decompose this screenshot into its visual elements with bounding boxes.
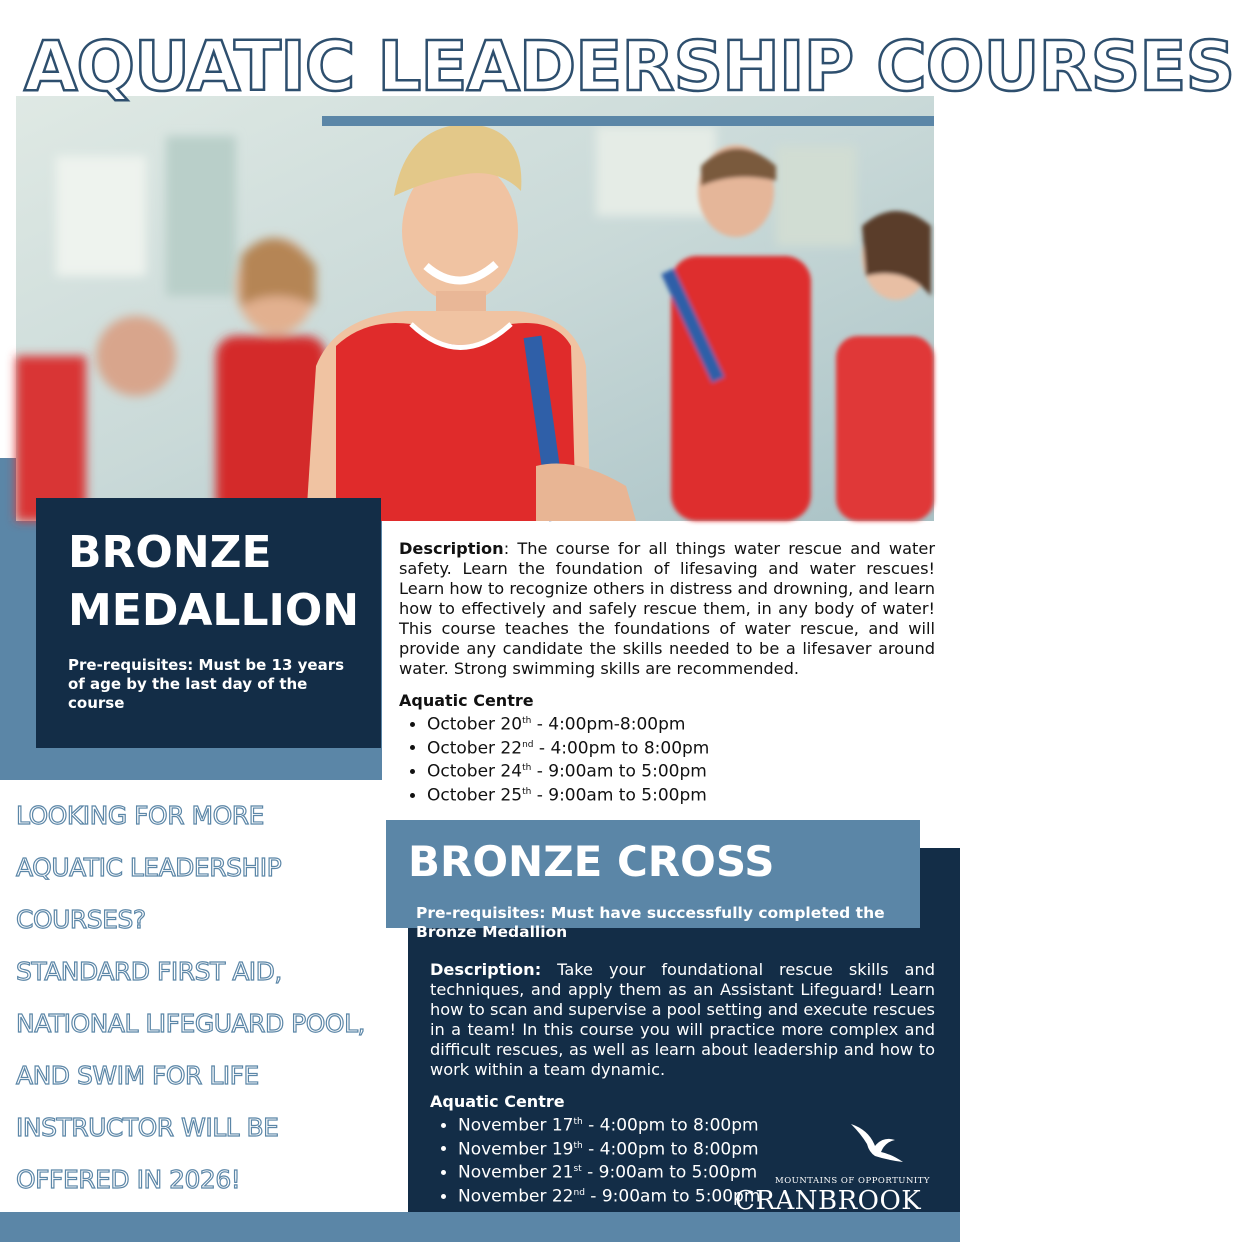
bird-icon bbox=[847, 1120, 907, 1164]
description-text: Take your foundational rescue skills and techniques, and apply them as an Assistant Lifeguard! Learn how to scan and supervise a pool setting and execute rescues in a team! In this course you will practice more complex and difficult rescues, as well as learn about leadership and how to work within a team dynamic. bbox=[430, 960, 935, 1079]
bronze-medallion-details bbox=[399, 539, 935, 806]
schedule-item: • November 21st - 9:00am to 5:00pm bbox=[458, 1159, 935, 1183]
promo-line: NATIONAL LIFEGUARD POOL, bbox=[16, 1009, 365, 1038]
promo-line: STANDARD FIRST AID, bbox=[16, 957, 282, 986]
bronze-medallion-description bbox=[399, 539, 935, 679]
schedule-item: • November 19th - 4:00pm to 8:00pm bbox=[458, 1136, 935, 1160]
promo-line: AQUATIC LEADERSHIP bbox=[16, 853, 282, 882]
heading-line-1: BRONZE bbox=[68, 527, 272, 578]
title-underline-bar bbox=[322, 116, 934, 126]
promo-line: OFFERED IN 2026! bbox=[16, 1165, 241, 1194]
bronze-medallion-prerequisites: Pre-requisites: Must be 13 years of age by the last day of the course bbox=[68, 656, 345, 712]
description-text: : The course for all things water rescue and water safety. Learn the foundation of lifesaving and water rescues! Learn how to recognize others in distress and drowning, and learn how to effectively and safely rescue them, in any body of water! This course teaches the foundations of water rescue, and will provide any candidate the skills needed to be a lifesaver around water. Strong swimming skills are recommended. bbox=[399, 539, 935, 678]
schedule-item: • October 24th - 9:00am to 5:00pm bbox=[427, 758, 935, 782]
cranbrook-logo bbox=[735, 1120, 950, 1215]
bronze-medallion-heading bbox=[68, 524, 368, 640]
description-label: Description: bbox=[430, 960, 542, 979]
bronze-medallion-schedule bbox=[399, 711, 935, 806]
page-title: AQUATIC LEADERSHIP COURSES bbox=[24, 27, 1234, 107]
logo-tagline: MOUNTAINS OF OPPORTUNITY bbox=[775, 1176, 931, 1186]
logo-wordmark: CRANBROOK bbox=[735, 1186, 922, 1216]
heading-line-2: MEDALLION bbox=[68, 585, 360, 636]
schedule-item: • October 25th - 9:00am to 5:00pm bbox=[427, 782, 935, 806]
promo-line: INSTRUCTOR WILL BE bbox=[16, 1113, 279, 1142]
promo-line: AND SWIM FOR LIFE bbox=[16, 1061, 259, 1090]
hero-photo bbox=[16, 96, 934, 521]
schedule-item: • November 22nd - 9:00am to 5:00pm bbox=[458, 1183, 935, 1207]
bronze-cross-prerequisites: Pre-requisites: Must have successfully completed the Bronze Medallion bbox=[416, 904, 885, 941]
lifeguards-illustration bbox=[16, 96, 934, 521]
schedule-item: • October 20th - 4:00pm-8:00pm bbox=[427, 711, 935, 735]
schedule-item: • October 22nd - 4:00pm to 8:00pm bbox=[427, 735, 935, 759]
bronze-cross-description bbox=[430, 960, 935, 1080]
bronze-cross-heading: BRONZE CROSS bbox=[408, 837, 775, 886]
footer-band bbox=[0, 1212, 960, 1242]
description-label: Description bbox=[399, 539, 504, 558]
bronze-cross-location: Aquatic Centre bbox=[430, 1092, 565, 1111]
more-courses-promo bbox=[16, 790, 386, 1206]
bronze-medallion-location: Aquatic Centre bbox=[399, 691, 534, 710]
promo-line: LOOKING FOR MORE bbox=[16, 801, 264, 830]
schedule-item: • November 17th - 4:00pm to 8:00pm bbox=[458, 1112, 935, 1136]
promo-line: COURSES? bbox=[16, 905, 146, 934]
